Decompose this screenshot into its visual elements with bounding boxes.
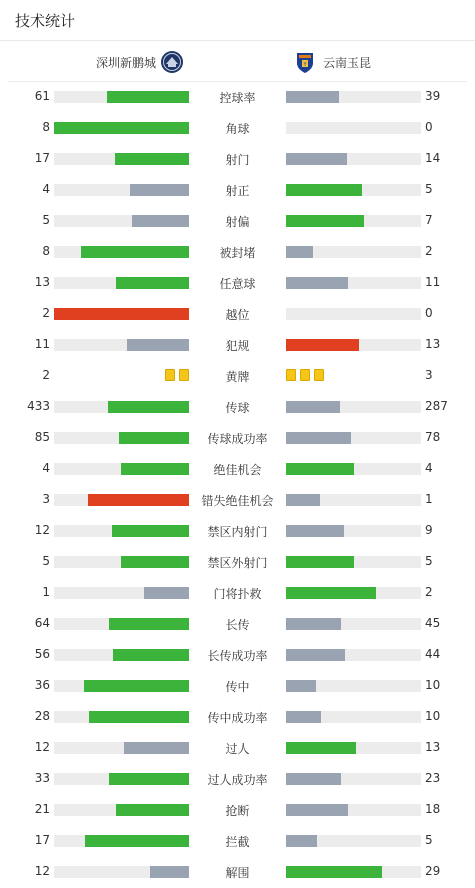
home-bar-track [54, 432, 189, 444]
home-bar-track [54, 215, 189, 227]
home-value: 8 [42, 244, 50, 258]
home-bar-track [54, 339, 189, 351]
home-value: 12 [34, 864, 50, 878]
home-bar-fill [107, 91, 189, 103]
stat-row [0, 453, 475, 484]
away-team[interactable] [293, 50, 371, 74]
home-bar-fill [108, 401, 189, 413]
home-bar-track [54, 525, 189, 537]
away-bar-fill [286, 463, 354, 475]
stat-row [0, 174, 475, 205]
away-bar-track [286, 494, 421, 506]
away-value: 287 [425, 399, 448, 413]
stat-row [0, 267, 475, 298]
away-value: 2 [425, 244, 433, 258]
home-bar-fill [121, 556, 189, 568]
stat-row [0, 515, 475, 546]
stat-row [0, 608, 475, 639]
stat-label: 绝佳机会 [213, 463, 262, 477]
stat-label: 门将扑救 [213, 587, 262, 601]
away-bar-fill [286, 432, 351, 444]
away-value: 2 [425, 585, 433, 599]
home-value: 12 [34, 740, 50, 754]
home-value: 33 [34, 771, 50, 785]
away-bar-track [286, 277, 421, 289]
yunnan-yukun-crest-icon [293, 50, 317, 74]
away-value: 13 [425, 337, 441, 351]
away-bar-track [286, 773, 421, 785]
away-bar-fill [286, 91, 339, 103]
away-bar-fill [286, 680, 316, 692]
home-bar-fill [88, 494, 189, 506]
home-value: 36 [34, 678, 50, 692]
away-bar-track [286, 587, 421, 599]
home-bar-fill [124, 742, 189, 754]
home-bar-fill [121, 463, 189, 475]
away-bar-track [286, 618, 421, 630]
stat-row [0, 236, 475, 267]
home-bar-track [54, 680, 189, 692]
away-value: 4 [425, 461, 433, 475]
stat-label: 禁区内射门 [207, 525, 268, 539]
home-bar-track [54, 184, 189, 196]
home-value: 4 [42, 182, 50, 196]
home-value: 13 [34, 275, 50, 289]
away-bar-fill [286, 835, 317, 847]
home-bar-fill [127, 339, 189, 351]
home-value: 28 [34, 709, 50, 723]
home-bar-fill [150, 866, 189, 878]
stat-label: 传中 [225, 680, 250, 694]
home-bar-track [54, 401, 189, 413]
away-team-name: 云南玉昆 [323, 55, 372, 70]
stat-row [0, 422, 475, 453]
stat-label: 过人成功率 [207, 773, 268, 787]
away-bar-track [286, 122, 421, 134]
stat-label: 传球 [225, 401, 250, 415]
yellow-card-icon [300, 369, 310, 381]
away-bar-track [286, 246, 421, 258]
home-bar-track [54, 556, 189, 568]
away-bar-fill [286, 277, 348, 289]
away-bar-track [286, 308, 421, 320]
away-bar-fill [286, 618, 341, 630]
home-bar-fill [109, 618, 189, 630]
away-value: 39 [425, 89, 441, 103]
stat-row [0, 732, 475, 763]
page-title: 技术统计 [15, 12, 76, 30]
away-value: 3 [425, 368, 433, 382]
away-bar-fill [286, 866, 382, 878]
home-bar-track [54, 277, 189, 289]
home-value: 4 [42, 461, 50, 475]
stat-label: 错失绝佳机会 [201, 494, 274, 508]
home-bar-fill [112, 525, 189, 537]
home-value: 5 [42, 213, 50, 227]
stat-label: 传球成功率 [207, 432, 268, 446]
home-bar-track [54, 835, 189, 847]
away-bar-fill [286, 215, 364, 227]
yellow-card-icon [179, 369, 189, 381]
away-bar-track [286, 432, 421, 444]
home-bar-track [54, 711, 189, 723]
away-bar-track [286, 525, 421, 537]
away-value: 5 [425, 182, 433, 196]
shenzhen-peng-city-crest-icon [160, 50, 184, 74]
stat-label: 黄牌 [225, 370, 250, 384]
home-bar-fill [84, 680, 189, 692]
away-bar-track [286, 680, 421, 692]
home-bar-track [54, 122, 189, 134]
stat-row [0, 112, 475, 143]
away-bar-track [286, 649, 421, 661]
away-value: 23 [425, 771, 441, 785]
stat-row [0, 701, 475, 732]
away-bar-track [286, 401, 421, 413]
stat-label: 角球 [225, 122, 250, 136]
home-bar-track [54, 246, 189, 258]
away-value: 44 [425, 647, 441, 661]
home-bar-track [54, 587, 189, 599]
svg-text:Y: Y [303, 62, 307, 68]
stat-label: 解围 [225, 866, 250, 880]
home-value: 56 [34, 647, 50, 661]
away-value: 7 [425, 213, 433, 227]
home-bar-fill [116, 804, 189, 816]
yellow-card-icon [314, 369, 324, 381]
away-bar-fill [286, 184, 362, 196]
stat-label: 射门 [225, 153, 250, 167]
stat-label: 拦截 [225, 835, 250, 849]
home-value: 3 [42, 492, 50, 506]
away-bar-track [286, 711, 421, 723]
home-value: 1 [42, 585, 50, 599]
home-team-name: 深圳新鹏城 [95, 55, 156, 70]
home-value: 21 [34, 802, 50, 816]
stat-label: 被封堵 [219, 246, 256, 260]
home-bar-fill [119, 432, 189, 444]
home-bar-track [54, 91, 189, 103]
stat-label: 射正 [225, 184, 250, 198]
away-value: 14 [425, 151, 441, 165]
home-value: 8 [42, 120, 50, 134]
away-bar-fill [286, 494, 320, 506]
away-value: 10 [425, 678, 441, 692]
stat-row [0, 825, 475, 856]
home-value: 433 [27, 399, 50, 413]
home-bar-fill [113, 649, 189, 661]
away-bar-fill [286, 246, 313, 258]
stat-row [0, 81, 475, 112]
home-bar-track [54, 866, 189, 878]
stat-label: 长传成功率 [207, 649, 268, 663]
away-bar-track [286, 339, 421, 351]
away-bar-track [286, 556, 421, 568]
stat-row [0, 763, 475, 794]
home-bar-fill [132, 215, 189, 227]
home-value: 17 [34, 833, 50, 847]
home-bar-fill [89, 711, 189, 723]
stat-row [0, 143, 475, 174]
away-bar-fill [286, 401, 340, 413]
away-yellow-cards [286, 369, 324, 381]
away-bar-track [286, 215, 421, 227]
away-bar-track [286, 866, 421, 878]
away-value: 1 [425, 492, 433, 506]
away-value: 45 [425, 616, 441, 630]
away-bar-track [286, 91, 421, 103]
stat-row [0, 794, 475, 825]
away-bar-track [286, 184, 421, 196]
home-bar-fill [54, 122, 189, 134]
yellow-card-icon [165, 369, 175, 381]
home-bar-track [54, 153, 189, 165]
away-value: 5 [425, 833, 433, 847]
away-bar-track [286, 804, 421, 816]
home-value: 64 [34, 616, 50, 630]
away-bar-fill [286, 339, 359, 351]
home-bar-track [54, 618, 189, 630]
stat-row [0, 484, 475, 515]
away-value: 13 [425, 740, 441, 754]
home-bar-fill [116, 277, 189, 289]
stat-row [0, 205, 475, 236]
home-value: 5 [42, 554, 50, 568]
stat-label: 过人 [225, 742, 250, 756]
home-value: 2 [42, 306, 50, 320]
stat-row [0, 670, 475, 701]
teams-bar [8, 41, 467, 82]
home-value: 12 [34, 523, 50, 537]
away-bar-fill [286, 742, 356, 754]
away-value: 5 [425, 554, 433, 568]
away-value: 11 [425, 275, 441, 289]
home-bar-fill [115, 153, 189, 165]
stats-header [0, 0, 475, 41]
stat-label: 传中成功率 [207, 711, 268, 725]
home-value: 17 [34, 151, 50, 165]
stat-label: 抢断 [225, 804, 250, 818]
home-bar-track [54, 308, 189, 320]
home-bar-track [54, 494, 189, 506]
home-bar-fill [81, 246, 189, 258]
away-value: 18 [425, 802, 441, 816]
home-bar-fill [54, 308, 189, 320]
away-bar-fill [286, 773, 341, 785]
away-value: 9 [425, 523, 433, 537]
away-bar-fill [286, 804, 348, 816]
home-bar-fill [144, 587, 189, 599]
stat-row [0, 546, 475, 577]
away-bar-fill [286, 153, 347, 165]
stat-label: 控球率 [219, 91, 256, 105]
stat-label: 犯规 [225, 339, 250, 353]
away-value: 78 [425, 430, 441, 444]
home-value: 85 [34, 430, 50, 444]
home-yellow-cards [165, 369, 189, 381]
away-bar-track [286, 153, 421, 165]
stat-label: 越位 [225, 308, 250, 322]
away-value: 29 [425, 864, 441, 878]
stat-label: 禁区外射门 [207, 556, 268, 570]
away-bar-fill [286, 587, 376, 599]
home-bar-track [54, 742, 189, 754]
home-value: 11 [34, 337, 50, 351]
stats-list [0, 81, 475, 887]
away-value: 0 [425, 120, 433, 134]
home-value: 61 [34, 89, 50, 103]
stat-row [0, 298, 475, 329]
home-bar-track [54, 773, 189, 785]
home-bar-fill [130, 184, 189, 196]
stat-row [0, 391, 475, 422]
home-bar-fill [85, 835, 189, 847]
stat-row [0, 639, 475, 670]
away-bar-track [286, 742, 421, 754]
stat-row [0, 577, 475, 608]
away-bar-fill [286, 556, 354, 568]
stat-label: 任意球 [219, 277, 256, 291]
away-bar-fill [286, 525, 344, 537]
home-bar-track [54, 649, 189, 661]
home-bar-fill [109, 773, 189, 785]
away-bar-track [286, 835, 421, 847]
home-bar-track [54, 804, 189, 816]
home-value: 2 [42, 368, 50, 382]
home-bar-track [54, 463, 189, 475]
stat-label: 长传 [225, 618, 250, 632]
away-value: 10 [425, 709, 441, 723]
yellow-card-icon [286, 369, 296, 381]
away-bar-fill [286, 649, 345, 661]
home-team[interactable] [96, 50, 184, 74]
away-value: 0 [425, 306, 433, 320]
stat-row [0, 329, 475, 360]
stat-row [0, 856, 475, 887]
stat-label: 射偏 [225, 215, 250, 229]
stat-row [0, 360, 475, 391]
away-bar-fill [286, 711, 321, 723]
away-bar-track [286, 463, 421, 475]
